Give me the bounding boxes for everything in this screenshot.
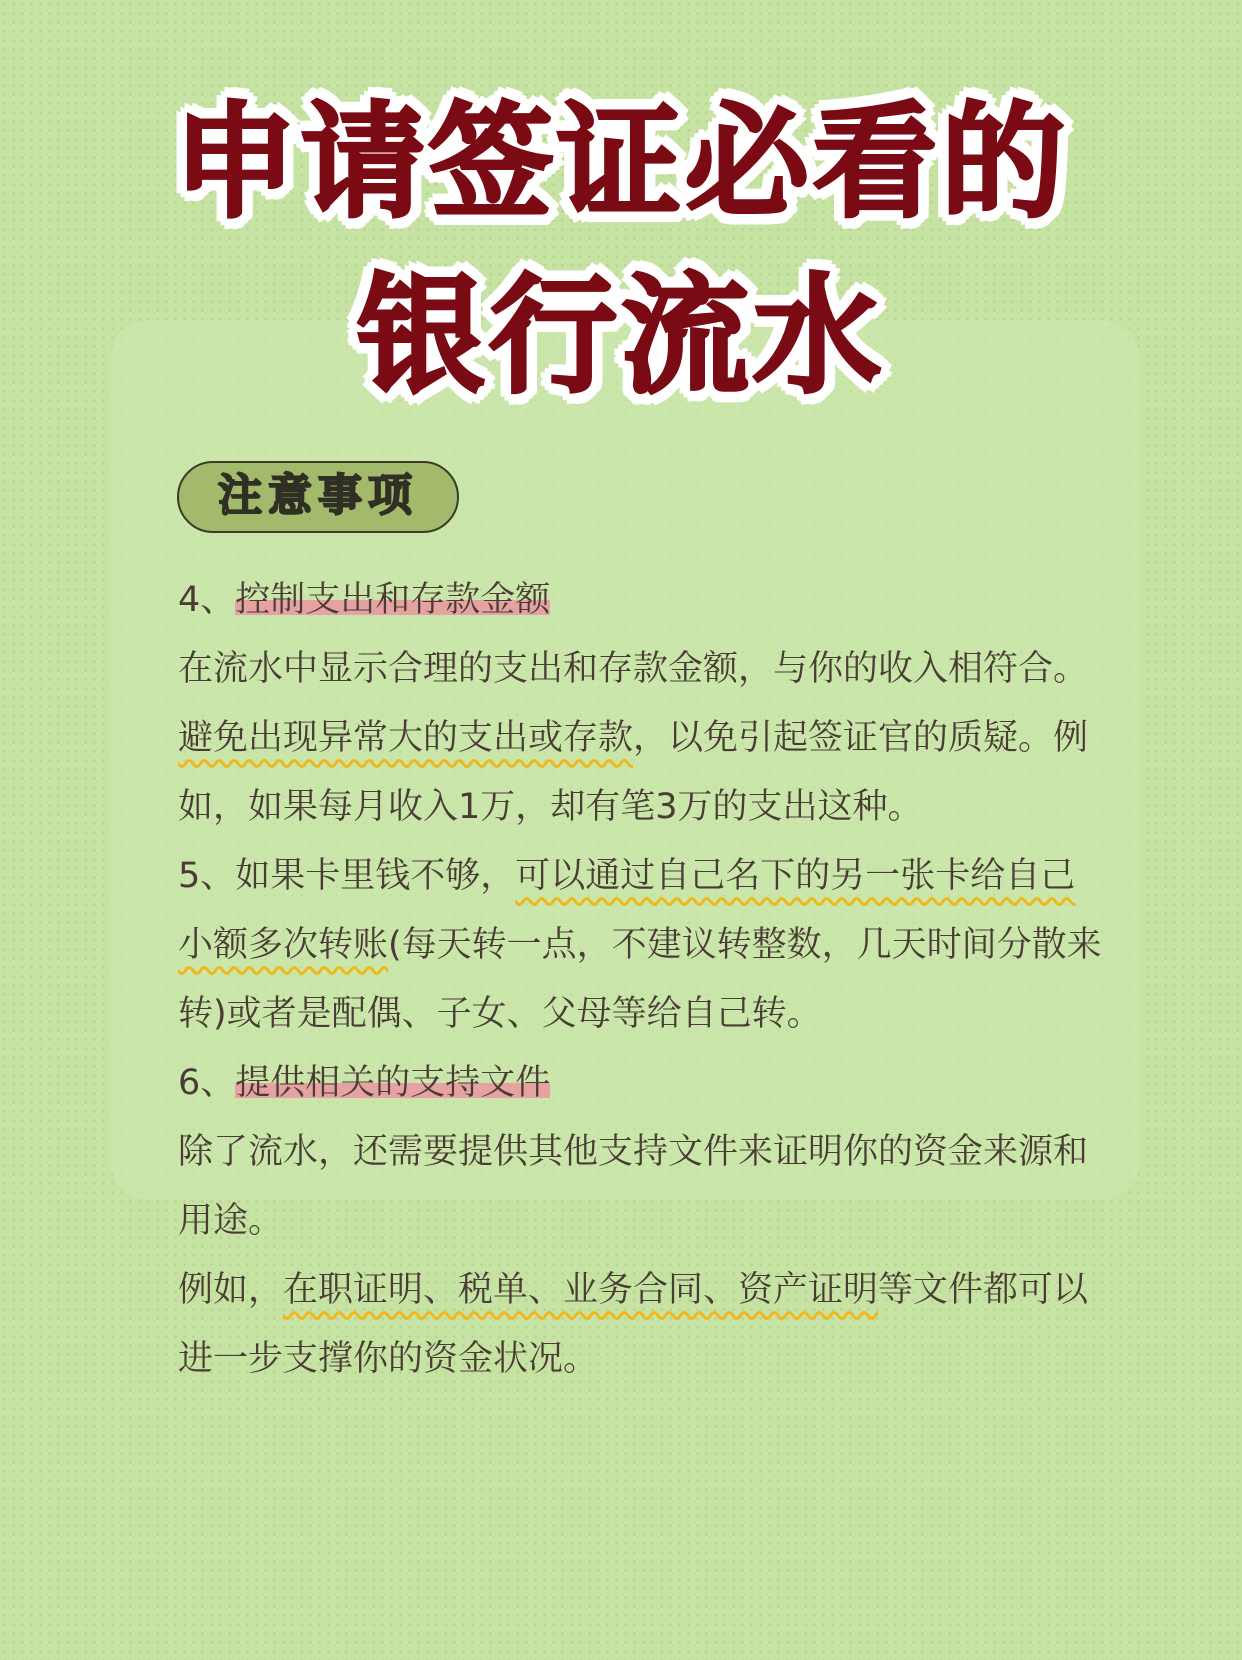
item-6-text-c: 等文件都可以进一步支撑你的资金状况。 <box>178 1270 1089 1379</box>
item-4-heading <box>178 566 1108 635</box>
item-4-text-c: ，以免引起签证官的质疑。例如，如果每月收入1万，却有笔3万的支出这种。 <box>178 718 1089 827</box>
section-badge <box>177 461 459 533</box>
page-title-line-1: 申请签证必看的 <box>172 91 1069 235</box>
section-badge-label: 注意事项 <box>218 470 418 521</box>
item-6-heading <box>178 1049 1108 1118</box>
item-6-paragraph-2 <box>178 1256 1108 1394</box>
item-4-paragraph <box>178 635 1108 842</box>
item-4-number: 4、 <box>178 580 236 620</box>
item-6-paragraph-1: 除了流水，还需要提供其他支持文件来证明你的资金来源和用途。 <box>178 1132 1089 1241</box>
page-title-line-2: 银行流水 <box>356 262 885 411</box>
item-5-prefix: 5、如果卡里钱不够， <box>178 856 516 896</box>
item-6-text-a: 例如， <box>178 1270 284 1310</box>
item-4-underlined-text: 避免出现异常大的支出或存款 <box>178 718 634 758</box>
item-4-text-a: 在流水中显示合理的支出和存款金额，与你的收入相符合。 <box>178 649 1089 689</box>
item-5-underlined-text: 可以通过自己名下的另一张卡给自己小额多次转账 <box>178 856 1076 965</box>
item-5-text-rest: (每天转一点，不建议转整数，几天时间分散来转)或者是配偶、子女、父母等给自己转。 <box>178 925 1102 1034</box>
item-6-underlined-text: 在职证明、税单、业务合同、资产证明 <box>283 1270 879 1310</box>
article-body <box>178 566 1108 1394</box>
item-4-highlighted-heading: 控制支出和存款金额 <box>235 580 551 620</box>
item-5-paragraph <box>178 842 1108 1049</box>
item-6-number: 6、 <box>178 1063 236 1103</box>
item-6-highlighted-heading: 提供相关的支持文件 <box>235 1063 551 1103</box>
